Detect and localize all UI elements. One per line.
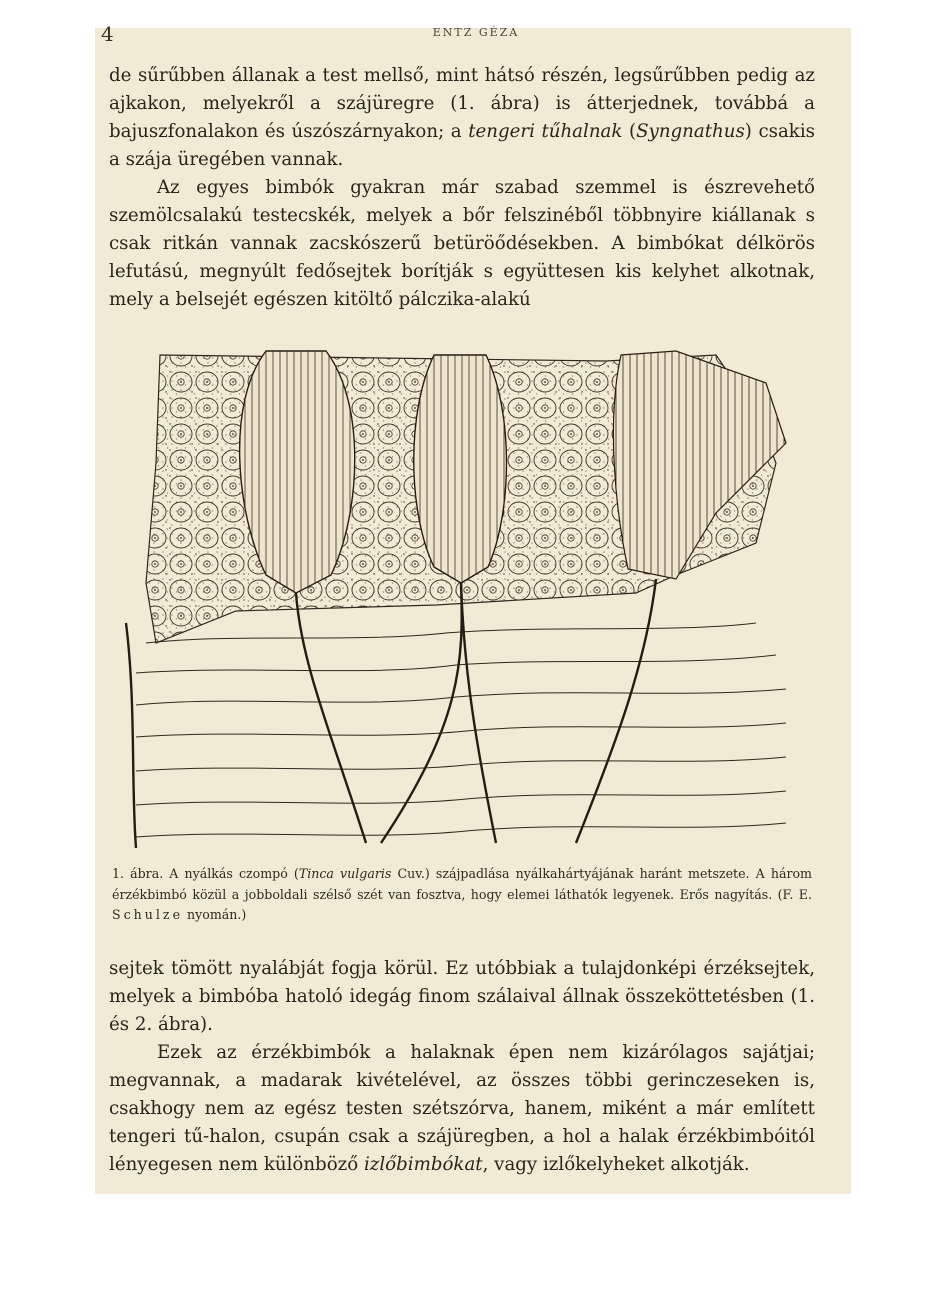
running-title: ENTZ GÉZA: [432, 26, 520, 39]
taste-bud-section-illustration: [116, 343, 802, 856]
figure-caption: 1. ábra. A nyálkás czompó (Tinca vulgaris Cuv.) szájpadlása nyálkahártyájának haránt metszete. A három érzékbimbó közül a jobboldali szélső szét van fosztva, hogy elemei láthatók legyenek. Erős nagyítás. (F. E. Schulze nyomán.): [112, 866, 812, 922]
body-text-top: [109, 62, 815, 314]
body-text-bottom: [109, 955, 815, 1179]
paragraph-2: Az egyes bimbók gyakran már szabad szemmel is észrevehető szemölcsalakú testecskék, melyek a bőr felszinéből többnyire kiállanak s csak ritkán vannak zacskószerű betüröődésekben. A bimbókat délkörös lefutású, megnyúlt fedősejtek borítják s együttesen kis kelyhet alkotnak, mely a belsejét egészen kitöltő pálczika-alakú: [109, 177, 815, 310]
page-number: 4: [101, 22, 114, 46]
paragraph-1: de sűrűbben állanak a test mellső, mint hátsó részén, legsűrűbben pedig az ajkakon, melyekről a szájüregre (1. ábra) is átterjednek, továbbá a bajuszfonalakon és úszószárnyakon; a tengeri tűhalnak (Syngnathus) csakis a szája üregében vannak.: [109, 65, 815, 170]
paragraph-4: Ezek az érzékbimbók a halaknak épen nem kizárólagos sajátjai; megvannak, a madarak kivételével, az összes többi gerinczeseken is, csakhogy nem az egész testen szétszórva, hanem, miként a már említett tengeri tű-halon, csupán csak a szájüregben, a hol a halak érzékbimbóitól lényegesen nem különböző izlőbimbókat, vagy izlőkelyheket alkotják.: [109, 1042, 815, 1175]
page-header: [101, 22, 851, 46]
paragraph-3: sejtek tömött nyalábját fogja körül. Ez utóbbiak a tulajdonképi érzéksejtek, melyek a bimbóba hatoló idegág finom szálaival állnak összeköttetésben (1. és 2. ábra).: [109, 958, 815, 1035]
histology-figure: [116, 343, 802, 856]
